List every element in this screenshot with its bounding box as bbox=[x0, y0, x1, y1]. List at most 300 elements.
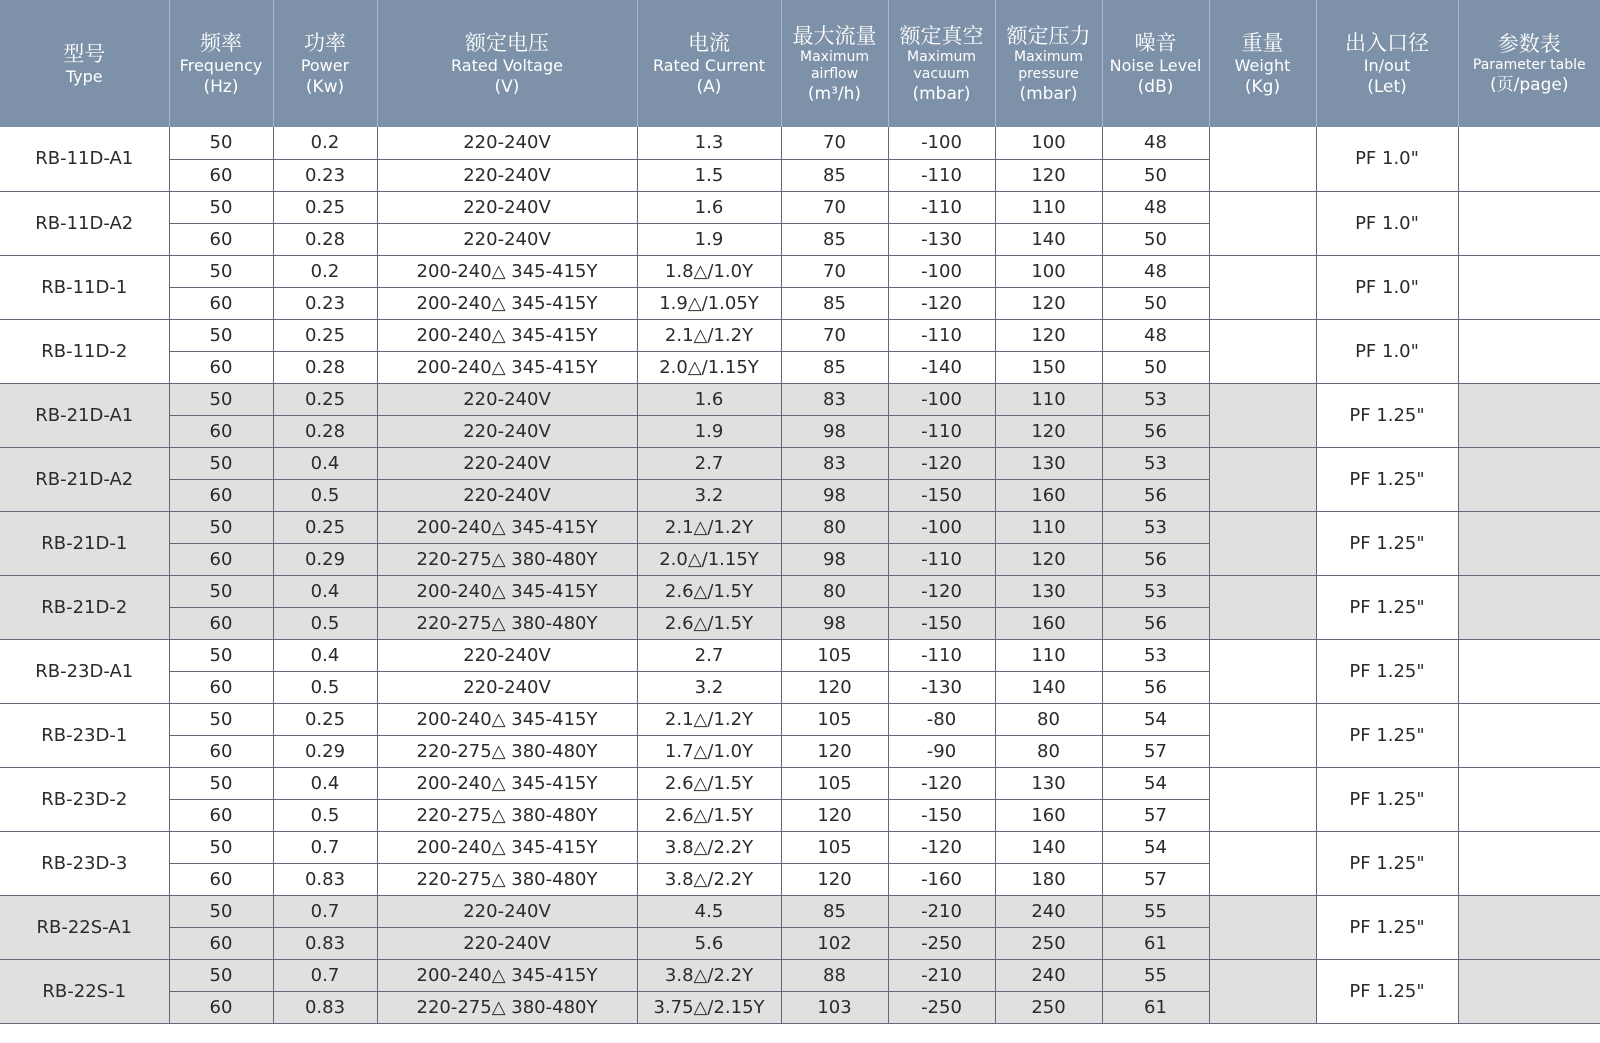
table-body bbox=[0, 127, 1600, 1023]
port-cell: PF 1.0" bbox=[1316, 319, 1458, 383]
port-cell: PF 1.0" bbox=[1316, 127, 1458, 191]
header-frequency bbox=[169, 0, 273, 127]
voltage-cell: 220-275△ 380-480Y bbox=[377, 543, 637, 575]
airflow-cell: 105 bbox=[781, 831, 888, 863]
frequency-cell: 60 bbox=[169, 799, 273, 831]
noise-cell: 53 bbox=[1102, 511, 1209, 543]
airflow-cell: 70 bbox=[781, 319, 888, 351]
current-cell: 2.0△/1.15Y bbox=[637, 543, 781, 575]
noise-cell: 61 bbox=[1102, 927, 1209, 959]
airflow-cell: 98 bbox=[781, 479, 888, 511]
frequency-cell: 50 bbox=[169, 319, 273, 351]
power-cell: 0.2 bbox=[273, 127, 377, 159]
noise-cell: 50 bbox=[1102, 287, 1209, 319]
pressure-cell: 110 bbox=[995, 511, 1102, 543]
port-cell: PF 1.0" bbox=[1316, 255, 1458, 319]
page-cell bbox=[1458, 767, 1600, 831]
frequency-cell: 50 bbox=[169, 127, 273, 159]
weight-cell bbox=[1209, 703, 1316, 767]
voltage-cell: 200-240△ 345-415Y bbox=[377, 319, 637, 351]
noise-cell: 57 bbox=[1102, 735, 1209, 767]
airflow-cell: 120 bbox=[781, 671, 888, 703]
page-cell bbox=[1458, 383, 1600, 447]
table-row bbox=[0, 831, 1600, 863]
noise-cell: 53 bbox=[1102, 639, 1209, 671]
table-row bbox=[0, 383, 1600, 415]
airflow-cell: 85 bbox=[781, 287, 888, 319]
page-cell bbox=[1458, 255, 1600, 319]
table-row bbox=[0, 255, 1600, 287]
model-type-cell: RB-11D-A2 bbox=[0, 191, 169, 255]
power-cell: 0.7 bbox=[273, 831, 377, 863]
header-label-en: Frequency bbox=[179, 55, 263, 75]
port-cell: PF 1.25" bbox=[1316, 831, 1458, 895]
pressure-cell: 80 bbox=[995, 735, 1102, 767]
page-cell bbox=[1458, 575, 1600, 639]
model-type-cell: RB-21D-2 bbox=[0, 575, 169, 639]
weight-cell bbox=[1209, 831, 1316, 895]
frequency-cell: 50 bbox=[169, 383, 273, 415]
weight-cell bbox=[1209, 255, 1316, 319]
voltage-cell: 220-240V bbox=[377, 895, 637, 927]
weight-cell bbox=[1209, 895, 1316, 959]
port-cell: PF 1.25" bbox=[1316, 767, 1458, 831]
noise-cell: 48 bbox=[1102, 127, 1209, 159]
current-cell: 1.9 bbox=[637, 415, 781, 447]
power-cell: 0.23 bbox=[273, 159, 377, 191]
voltage-cell: 200-240△ 345-415Y bbox=[377, 511, 637, 543]
weight-cell bbox=[1209, 959, 1316, 1023]
current-cell: 2.7 bbox=[637, 447, 781, 479]
power-cell: 0.29 bbox=[273, 735, 377, 767]
airflow-cell: 105 bbox=[781, 703, 888, 735]
vacuum-cell: -100 bbox=[888, 383, 995, 415]
header-unit: (m³/h) bbox=[807, 83, 862, 104]
page-cell bbox=[1458, 191, 1600, 255]
current-cell: 1.9 bbox=[637, 223, 781, 255]
power-cell: 0.4 bbox=[273, 767, 377, 799]
power-cell: 0.29 bbox=[273, 543, 377, 575]
model-type-cell: RB-11D-1 bbox=[0, 255, 169, 319]
header-power bbox=[273, 0, 377, 127]
weight-cell bbox=[1209, 767, 1316, 831]
header-unit: (mbar) bbox=[912, 83, 971, 104]
voltage-cell: 200-240△ 345-415Y bbox=[377, 959, 637, 991]
noise-cell: 55 bbox=[1102, 895, 1209, 927]
airflow-cell: 120 bbox=[781, 799, 888, 831]
power-cell: 0.5 bbox=[273, 479, 377, 511]
header-label-en: Maximum vacuum bbox=[907, 48, 976, 82]
vacuum-cell: -150 bbox=[888, 799, 995, 831]
vacuum-cell: -80 bbox=[888, 703, 995, 735]
airflow-cell: 102 bbox=[781, 927, 888, 959]
frequency-cell: 60 bbox=[169, 287, 273, 319]
current-cell: 1.6 bbox=[637, 191, 781, 223]
frequency-cell: 50 bbox=[169, 767, 273, 799]
header-label-en: In/out bbox=[1363, 55, 1411, 75]
voltage-cell: 220-240V bbox=[377, 927, 637, 959]
vacuum-cell: -120 bbox=[888, 831, 995, 863]
current-cell: 1.3 bbox=[637, 127, 781, 159]
weight-cell bbox=[1209, 127, 1316, 191]
pressure-cell: 100 bbox=[995, 255, 1102, 287]
vacuum-cell: -210 bbox=[888, 959, 995, 991]
power-cell: 0.5 bbox=[273, 671, 377, 703]
vacuum-cell: -110 bbox=[888, 319, 995, 351]
power-cell: 0.28 bbox=[273, 415, 377, 447]
voltage-cell: 200-240△ 345-415Y bbox=[377, 255, 637, 287]
power-cell: 0.83 bbox=[273, 863, 377, 895]
port-cell: PF 1.0" bbox=[1316, 191, 1458, 255]
header-weight bbox=[1209, 0, 1316, 127]
port-cell: PF 1.25" bbox=[1316, 447, 1458, 511]
noise-cell: 48 bbox=[1102, 191, 1209, 223]
airflow-cell: 103 bbox=[781, 991, 888, 1023]
noise-cell: 53 bbox=[1102, 575, 1209, 607]
frequency-cell: 60 bbox=[169, 991, 273, 1023]
airflow-cell: 85 bbox=[781, 159, 888, 191]
header-label-en: Power bbox=[300, 55, 350, 75]
pressure-cell: 110 bbox=[995, 383, 1102, 415]
table-row bbox=[0, 959, 1600, 991]
current-cell: 3.2 bbox=[637, 479, 781, 511]
model-type-cell: RB-22S-A1 bbox=[0, 895, 169, 959]
vacuum-cell: -120 bbox=[888, 287, 995, 319]
header-label-cn: 额定电压 bbox=[465, 30, 549, 55]
noise-cell: 50 bbox=[1102, 223, 1209, 255]
airflow-cell: 80 bbox=[781, 511, 888, 543]
airflow-cell: 85 bbox=[781, 223, 888, 255]
noise-cell: 57 bbox=[1102, 799, 1209, 831]
pressure-cell: 240 bbox=[995, 959, 1102, 991]
voltage-cell: 220-240V bbox=[377, 159, 637, 191]
page-cell bbox=[1458, 831, 1600, 895]
noise-cell: 48 bbox=[1102, 255, 1209, 287]
vacuum-cell: -150 bbox=[888, 479, 995, 511]
table-row bbox=[0, 575, 1600, 607]
pressure-cell: 130 bbox=[995, 575, 1102, 607]
frequency-cell: 60 bbox=[169, 671, 273, 703]
header-row bbox=[0, 0, 1600, 127]
current-cell: 2.1△/1.2Y bbox=[637, 703, 781, 735]
airflow-cell: 105 bbox=[781, 639, 888, 671]
frequency-cell: 60 bbox=[169, 159, 273, 191]
header-max-pressure bbox=[995, 0, 1102, 127]
model-type-cell: RB-11D-2 bbox=[0, 319, 169, 383]
header-max-vacuum bbox=[888, 0, 995, 127]
airflow-cell: 85 bbox=[781, 895, 888, 927]
vacuum-cell: -150 bbox=[888, 607, 995, 639]
header-in-out bbox=[1316, 0, 1458, 127]
header-label-cn: 型号 bbox=[63, 41, 106, 66]
power-cell: 0.25 bbox=[273, 319, 377, 351]
model-type-cell: RB-23D-3 bbox=[0, 831, 169, 895]
pressure-cell: 120 bbox=[995, 287, 1102, 319]
header-label-cn: 额定真空 bbox=[899, 23, 984, 48]
vacuum-cell: -160 bbox=[888, 863, 995, 895]
noise-cell: 50 bbox=[1102, 159, 1209, 191]
noise-cell: 54 bbox=[1102, 767, 1209, 799]
vacuum-cell: -100 bbox=[888, 511, 995, 543]
weight-cell bbox=[1209, 639, 1316, 703]
vacuum-cell: -90 bbox=[888, 735, 995, 767]
voltage-cell: 220-240V bbox=[377, 639, 637, 671]
header-label-en: Parameter table bbox=[1472, 57, 1586, 73]
pressure-cell: 140 bbox=[995, 671, 1102, 703]
table-row bbox=[0, 447, 1600, 479]
weight-cell bbox=[1209, 447, 1316, 511]
header-label-cn: 重量 bbox=[1241, 30, 1284, 55]
page-cell bbox=[1458, 959, 1600, 1023]
voltage-cell: 220-240V bbox=[377, 671, 637, 703]
power-cell: 0.4 bbox=[273, 575, 377, 607]
weight-cell bbox=[1209, 511, 1316, 575]
voltage-cell: 220-240V bbox=[377, 383, 637, 415]
frequency-cell: 50 bbox=[169, 191, 273, 223]
power-cell: 0.7 bbox=[273, 895, 377, 927]
power-cell: 0.83 bbox=[273, 927, 377, 959]
voltage-cell: 220-275△ 380-480Y bbox=[377, 607, 637, 639]
pressure-cell: 110 bbox=[995, 191, 1102, 223]
voltage-cell: 220-275△ 380-480Y bbox=[377, 863, 637, 895]
vacuum-cell: -120 bbox=[888, 767, 995, 799]
pressure-cell: 130 bbox=[995, 767, 1102, 799]
voltage-cell: 200-240△ 345-415Y bbox=[377, 351, 637, 383]
header-label-en: Weight bbox=[1234, 55, 1291, 75]
page-cell bbox=[1458, 895, 1600, 959]
vacuum-cell: -110 bbox=[888, 191, 995, 223]
current-cell: 3.8△/2.2Y bbox=[637, 863, 781, 895]
model-type-cell: RB-21D-A2 bbox=[0, 447, 169, 511]
current-cell: 3.8△/2.2Y bbox=[637, 831, 781, 863]
voltage-cell: 200-240△ 345-415Y bbox=[377, 767, 637, 799]
voltage-cell: 220-275△ 380-480Y bbox=[377, 991, 637, 1023]
current-cell: 2.1△/1.2Y bbox=[637, 511, 781, 543]
header-label-en: Type bbox=[65, 66, 103, 86]
port-cell: PF 1.25" bbox=[1316, 895, 1458, 959]
noise-cell: 56 bbox=[1102, 607, 1209, 639]
airflow-cell: 98 bbox=[781, 607, 888, 639]
page-cell bbox=[1458, 639, 1600, 703]
header-parameter-table bbox=[1458, 0, 1600, 127]
pressure-cell: 240 bbox=[995, 895, 1102, 927]
frequency-cell: 50 bbox=[169, 831, 273, 863]
airflow-cell: 120 bbox=[781, 735, 888, 767]
power-cell: 0.4 bbox=[273, 639, 377, 671]
page-cell bbox=[1458, 319, 1600, 383]
table-row bbox=[0, 511, 1600, 543]
vacuum-cell: -110 bbox=[888, 639, 995, 671]
vacuum-cell: -110 bbox=[888, 543, 995, 575]
voltage-cell: 220-240V bbox=[377, 479, 637, 511]
airflow-cell: 83 bbox=[781, 383, 888, 415]
current-cell: 3.2 bbox=[637, 671, 781, 703]
frequency-cell: 50 bbox=[169, 959, 273, 991]
airflow-cell: 70 bbox=[781, 127, 888, 159]
airflow-cell: 80 bbox=[781, 575, 888, 607]
current-cell: 3.75△/2.15Y bbox=[637, 991, 781, 1023]
table-row bbox=[0, 191, 1600, 223]
power-cell: 0.25 bbox=[273, 191, 377, 223]
airflow-cell: 88 bbox=[781, 959, 888, 991]
header-label-en: Maximum airflow bbox=[800, 48, 869, 82]
vacuum-cell: -250 bbox=[888, 991, 995, 1023]
pressure-cell: 140 bbox=[995, 223, 1102, 255]
model-type-cell: RB-21D-A1 bbox=[0, 383, 169, 447]
airflow-cell: 98 bbox=[781, 415, 888, 447]
noise-cell: 53 bbox=[1102, 383, 1209, 415]
power-cell: 0.5 bbox=[273, 607, 377, 639]
header-rated-current bbox=[637, 0, 781, 127]
frequency-cell: 60 bbox=[169, 927, 273, 959]
noise-cell: 54 bbox=[1102, 703, 1209, 735]
pressure-cell: 180 bbox=[995, 863, 1102, 895]
current-cell: 2.6△/1.5Y bbox=[637, 767, 781, 799]
pressure-cell: 150 bbox=[995, 351, 1102, 383]
vacuum-cell: -210 bbox=[888, 895, 995, 927]
model-type-cell: RB-21D-1 bbox=[0, 511, 169, 575]
header-rated-voltage bbox=[377, 0, 637, 127]
pressure-cell: 100 bbox=[995, 127, 1102, 159]
current-cell: 2.7 bbox=[637, 639, 781, 671]
vacuum-cell: -130 bbox=[888, 671, 995, 703]
header-label-cn: 额定压力 bbox=[1006, 23, 1091, 48]
voltage-cell: 200-240△ 345-415Y bbox=[377, 831, 637, 863]
header-label-cn: 出入口径 bbox=[1345, 30, 1429, 55]
noise-cell: 61 bbox=[1102, 991, 1209, 1023]
voltage-cell: 220-240V bbox=[377, 223, 637, 255]
vacuum-cell: -120 bbox=[888, 447, 995, 479]
current-cell: 2.1△/1.2Y bbox=[637, 319, 781, 351]
pressure-cell: 130 bbox=[995, 447, 1102, 479]
current-cell: 3.8△/2.2Y bbox=[637, 959, 781, 991]
header-unit: (Kw) bbox=[305, 76, 345, 97]
current-cell: 1.8△/1.0Y bbox=[637, 255, 781, 287]
header-max-airflow bbox=[781, 0, 888, 127]
header-label-en: Rated Voltage bbox=[451, 55, 563, 75]
pressure-cell: 120 bbox=[995, 159, 1102, 191]
power-cell: 0.2 bbox=[273, 255, 377, 287]
voltage-cell: 200-240△ 345-415Y bbox=[377, 703, 637, 735]
noise-cell: 57 bbox=[1102, 863, 1209, 895]
voltage-cell: 220-240V bbox=[377, 415, 637, 447]
vacuum-cell: -130 bbox=[888, 223, 995, 255]
header-unit: (Hz) bbox=[203, 76, 239, 97]
frequency-cell: 50 bbox=[169, 447, 273, 479]
voltage-cell: 220-240V bbox=[377, 191, 637, 223]
frequency-cell: 50 bbox=[169, 703, 273, 735]
frequency-cell: 60 bbox=[169, 863, 273, 895]
table-row bbox=[0, 319, 1600, 351]
power-cell: 0.83 bbox=[273, 991, 377, 1023]
header-label-en: Noise Level bbox=[1109, 55, 1202, 75]
header-label-cn: 功率 bbox=[304, 30, 346, 55]
voltage-cell: 200-240△ 345-415Y bbox=[377, 575, 637, 607]
noise-cell: 56 bbox=[1102, 543, 1209, 575]
vacuum-cell: -100 bbox=[888, 127, 995, 159]
pressure-cell: 250 bbox=[995, 927, 1102, 959]
weight-cell bbox=[1209, 319, 1316, 383]
frequency-cell: 60 bbox=[169, 479, 273, 511]
frequency-cell: 60 bbox=[169, 543, 273, 575]
power-cell: 0.7 bbox=[273, 959, 377, 991]
voltage-cell: 200-240△ 345-415Y bbox=[377, 287, 637, 319]
pressure-cell: 120 bbox=[995, 415, 1102, 447]
voltage-cell: 220-275△ 380-480Y bbox=[377, 799, 637, 831]
current-cell: 1.7△/1.0Y bbox=[637, 735, 781, 767]
table-row bbox=[0, 767, 1600, 799]
header-unit: (dB) bbox=[1137, 76, 1174, 97]
noise-cell: 50 bbox=[1102, 351, 1209, 383]
header-label-cn: 参数表 bbox=[1497, 32, 1561, 56]
table-row bbox=[0, 895, 1600, 927]
airflow-cell: 70 bbox=[781, 255, 888, 287]
header-label-cn: 最大流量 bbox=[792, 23, 877, 48]
frequency-cell: 60 bbox=[169, 223, 273, 255]
power-cell: 0.25 bbox=[273, 511, 377, 543]
noise-cell: 53 bbox=[1102, 447, 1209, 479]
pressure-cell: 140 bbox=[995, 831, 1102, 863]
pressure-cell: 120 bbox=[995, 319, 1102, 351]
vacuum-cell: -110 bbox=[888, 159, 995, 191]
model-type-cell: RB-11D-A1 bbox=[0, 127, 169, 191]
vacuum-cell: -100 bbox=[888, 255, 995, 287]
current-cell: 2.6△/1.5Y bbox=[637, 799, 781, 831]
header-noise-level bbox=[1102, 0, 1209, 127]
power-cell: 0.23 bbox=[273, 287, 377, 319]
model-type-cell: RB-23D-2 bbox=[0, 767, 169, 831]
pressure-cell: 160 bbox=[995, 799, 1102, 831]
pressure-cell: 80 bbox=[995, 703, 1102, 735]
power-cell: 0.25 bbox=[273, 383, 377, 415]
voltage-cell: 220-275△ 380-480Y bbox=[377, 735, 637, 767]
page-cell bbox=[1458, 447, 1600, 511]
current-cell: 2.6△/1.5Y bbox=[637, 575, 781, 607]
current-cell: 2.6△/1.5Y bbox=[637, 607, 781, 639]
noise-cell: 54 bbox=[1102, 831, 1209, 863]
noise-cell: 56 bbox=[1102, 415, 1209, 447]
noise-cell: 48 bbox=[1102, 319, 1209, 351]
header-unit: (Kg) bbox=[1244, 76, 1281, 97]
weight-cell bbox=[1209, 383, 1316, 447]
page-cell bbox=[1458, 703, 1600, 767]
port-cell: PF 1.25" bbox=[1316, 511, 1458, 575]
header-label-cn: 频率 bbox=[200, 30, 242, 55]
port-cell: PF 1.25" bbox=[1316, 639, 1458, 703]
table-row bbox=[0, 703, 1600, 735]
noise-cell: 56 bbox=[1102, 479, 1209, 511]
header-unit: (页/page) bbox=[1490, 75, 1569, 95]
page-cell bbox=[1458, 511, 1600, 575]
vacuum-cell: -120 bbox=[888, 575, 995, 607]
pressure-cell: 160 bbox=[995, 607, 1102, 639]
frequency-cell: 50 bbox=[169, 895, 273, 927]
airflow-cell: 83 bbox=[781, 447, 888, 479]
frequency-cell: 50 bbox=[169, 575, 273, 607]
current-cell: 4.5 bbox=[637, 895, 781, 927]
airflow-cell: 120 bbox=[781, 863, 888, 895]
airflow-cell: 105 bbox=[781, 767, 888, 799]
power-cell: 0.25 bbox=[273, 703, 377, 735]
pressure-cell: 160 bbox=[995, 479, 1102, 511]
frequency-cell: 60 bbox=[169, 607, 273, 639]
power-cell: 0.4 bbox=[273, 447, 377, 479]
airflow-cell: 98 bbox=[781, 543, 888, 575]
header-type bbox=[0, 0, 169, 127]
power-cell: 0.28 bbox=[273, 223, 377, 255]
port-cell: PF 1.25" bbox=[1316, 575, 1458, 639]
vacuum-cell: -110 bbox=[888, 415, 995, 447]
